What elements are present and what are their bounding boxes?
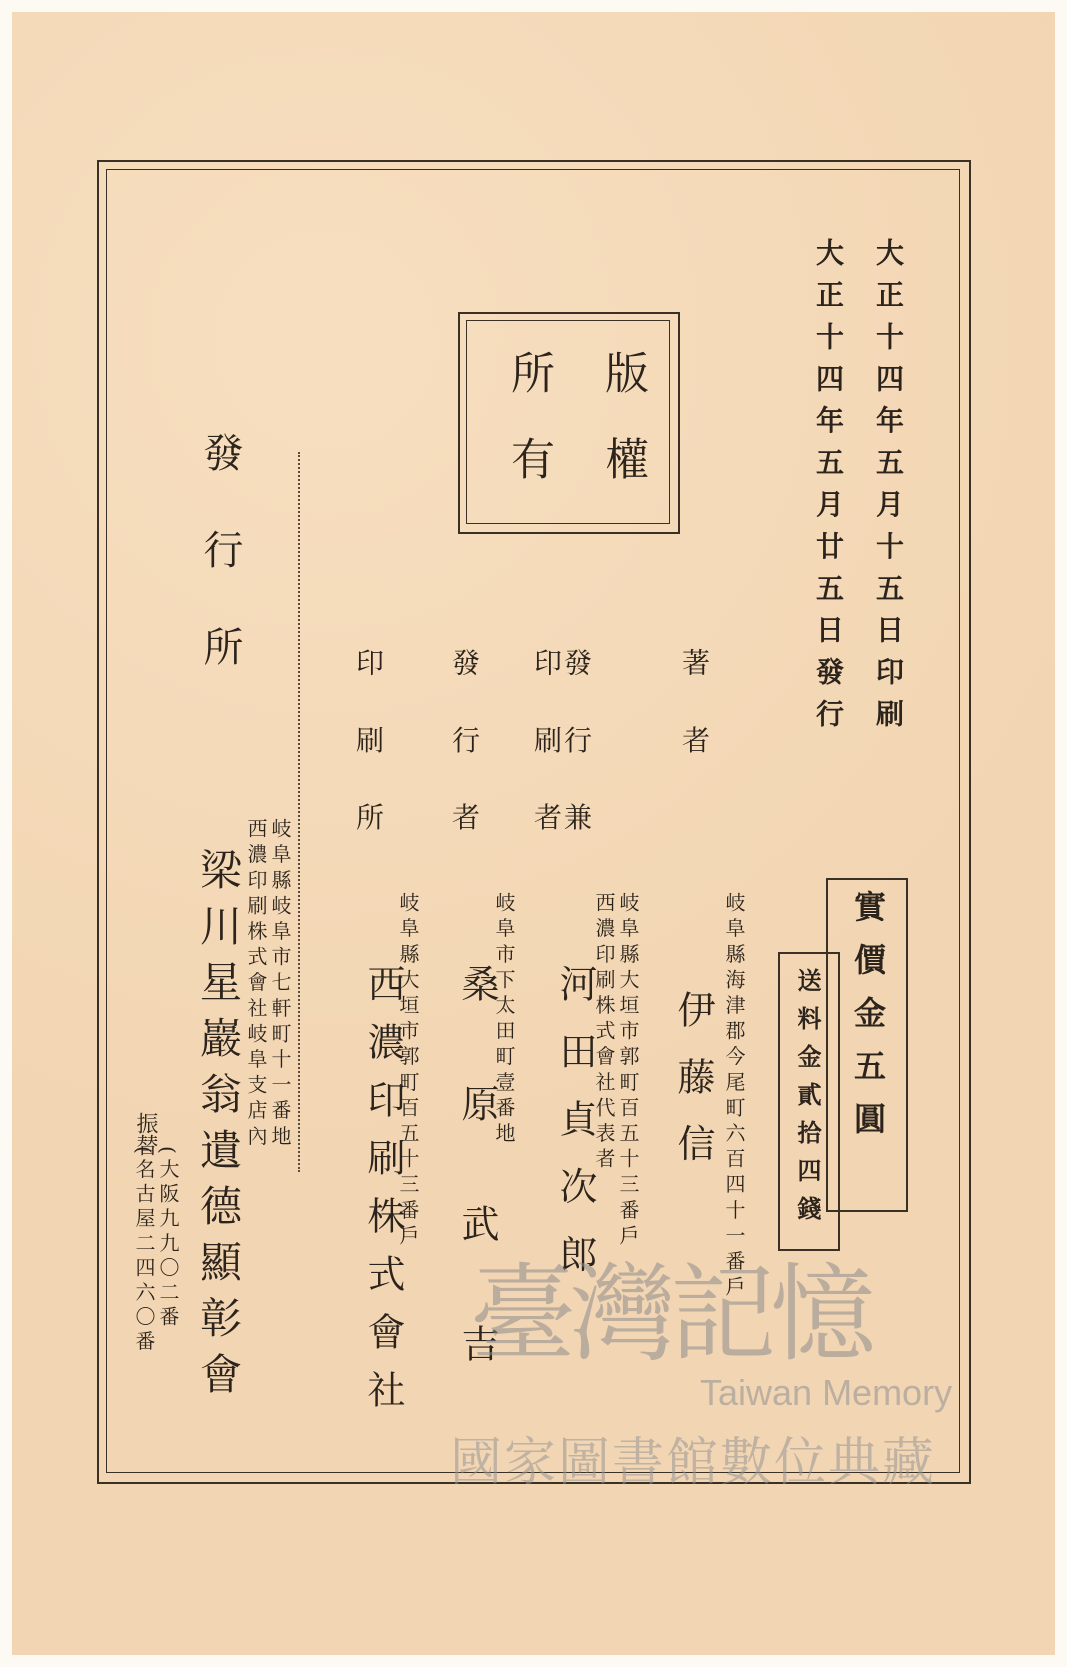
publisher-printer-role-2: 印刷者 [530, 648, 563, 880]
watermark-library: 國家圖書館數位典藏 [450, 1433, 937, 1493]
price-main: 實價金五圓 [849, 890, 887, 1155]
publishing-house-title: 發行所 [197, 432, 243, 723]
author-role: 著者 [678, 648, 711, 803]
publisher-printer-name: 河田貞次郎 [553, 964, 597, 1302]
watermark-english: Taiwan Memory [700, 1372, 953, 1413]
transfer-label: 振替 [133, 1112, 158, 1156]
printer-address: 岐阜縣大垣市郭町百五十三番戶 [396, 892, 420, 1251]
transfer-nagoya: (名古屋二四六〇番 [132, 1146, 156, 1356]
publisher-role: 發行者 [448, 648, 481, 880]
transfer-osaka: (大阪九九〇二番 [156, 1146, 180, 1331]
printer-name: 西濃印刷株式會社 [361, 964, 405, 1428]
publishing-house-name: 梁川星巖翁遺德顯彰會 [194, 848, 243, 1408]
copyright-line1: 版權 [597, 350, 648, 522]
dotted-divider [298, 452, 300, 1172]
watermark [450, 1230, 990, 1493]
publisher-printer-role-1: 發行兼 [560, 648, 593, 880]
publisher-printer-address-2: 西濃印刷株式會社代表者 [592, 892, 616, 1174]
print-date: 大正十四年五月十五日印刷 [872, 238, 905, 741]
publishing-house-address-2: 西濃印刷株式會社岐阜支店內 [244, 818, 268, 1151]
publishing-house-address-1: 岐阜縣岐阜市七軒町十一番地 [268, 818, 292, 1151]
price-shipping: 送料金貳拾四錢 [793, 968, 822, 1234]
publisher-name: 桑原武吉 [455, 964, 499, 1444]
watermark-cjk: 臺灣記憶 [470, 1253, 870, 1376]
publisher-address: 岐阜市下太田町壹番地 [492, 892, 516, 1148]
publish-date: 大正十四年五月廿五日發行 [812, 238, 845, 741]
author-address: 岐阜縣海津郡今尾町六百四十一番戶 [722, 892, 746, 1302]
printer-role: 印刷所 [352, 648, 385, 880]
copyright-line2: 所有 [503, 350, 554, 522]
publisher-printer-address-1: 岐阜縣大垣市郭町百五十三番戶 [616, 892, 640, 1251]
author-name: 伊藤信 [671, 990, 715, 1191]
